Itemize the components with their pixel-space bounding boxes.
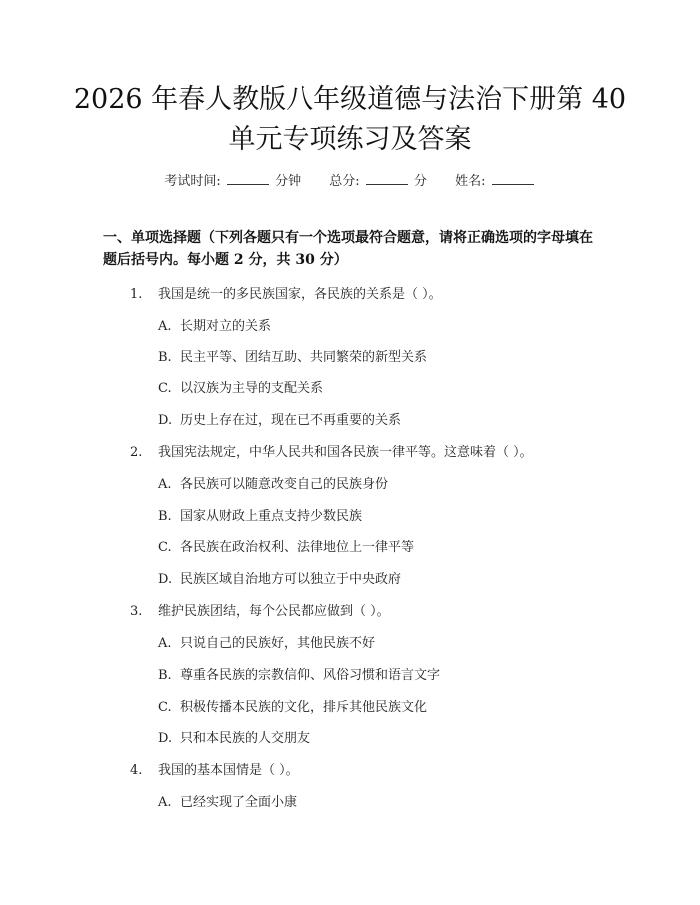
option-text: 民主平等、团结互助、共同繁荣的新型关系	[180, 350, 428, 365]
question-number: 3.	[130, 604, 143, 619]
total-score-blank	[366, 172, 408, 185]
option-text: 历史上存在过，现在已不再重要的关系	[180, 413, 402, 428]
option-letter: A.	[158, 795, 172, 810]
total-score-unit: 分	[413, 174, 427, 189]
option-letter: D.	[158, 413, 173, 428]
title-line-1: 2026 年春人教版八年级道德与法治下册第 40	[73, 84, 627, 115]
option-1c	[158, 377, 323, 396]
question-text: 我国的基本国情是（ ）。	[158, 763, 299, 778]
option-text: 只说自己的民族好，其他民族不好	[180, 636, 376, 651]
option-letter: C.	[158, 700, 172, 715]
exam-time-blank	[227, 172, 269, 185]
option-3b	[158, 664, 440, 683]
option-text: 民族区域自治地方可以独立于中央政府	[180, 572, 402, 587]
option-3a	[158, 632, 375, 651]
option-3c	[158, 696, 427, 715]
option-2a	[158, 473, 388, 492]
document-title	[40, 80, 660, 160]
question-number: 4.	[130, 763, 143, 778]
question-number: 2.	[130, 445, 143, 460]
option-1d	[158, 409, 401, 428]
option-text: 已经实现了全面小康	[180, 795, 298, 810]
exam-time-unit: 分钟	[275, 174, 302, 189]
exam-time-field	[164, 174, 305, 189]
option-text: 以汉族为主导的支配关系	[180, 381, 324, 396]
total-score-field	[329, 174, 431, 189]
question-text: 我国宪法规定，中华人民共和国各民族一律平等。这意味着（ ）。	[158, 445, 533, 460]
option-letter: C.	[158, 540, 172, 555]
option-letter: A.	[158, 319, 172, 334]
option-letter: B.	[158, 668, 172, 683]
option-text: 各民族在政治权利、法律地位上一律平等	[180, 540, 415, 555]
option-letter: D.	[158, 731, 173, 746]
exam-time-label: 考试时间:	[164, 174, 221, 189]
name-label: 姓名:	[455, 174, 486, 189]
total-score-label: 总分:	[329, 174, 360, 189]
option-letter: B.	[158, 350, 172, 365]
name-blank	[492, 172, 534, 185]
question-text: 维护民族团结，每个公民都应做到（ ）。	[158, 604, 390, 619]
option-letter: D.	[158, 572, 173, 587]
section-title: 一、单项选择题（下列各题只有一个选项最符合题意，请将正确选项的字母填在题后括号内。每小题 2 分，共 30 分）	[103, 230, 593, 268]
question-text: 我国是统一的多民族国家，各民族的关系是（ ）。	[158, 287, 442, 302]
option-1a	[158, 315, 271, 334]
question-3	[130, 600, 390, 619]
question-2	[130, 441, 533, 460]
option-text: 只和本民族的人交朋友	[180, 731, 311, 746]
option-text: 尊重各民族的宗教信仰、风俗习惯和语言文字	[180, 668, 441, 683]
question-4	[130, 759, 299, 778]
option-letter: C.	[158, 381, 172, 396]
title-line-2: 单元专项练习及答案	[228, 124, 472, 155]
option-2d	[158, 568, 401, 587]
option-text: 积极传播本民族的文化，排斥其他民族文化	[180, 700, 428, 715]
option-letter: B.	[158, 509, 172, 524]
question-1	[130, 283, 442, 302]
question-number: 1.	[130, 287, 143, 302]
option-1b	[158, 346, 427, 365]
option-text: 国家从财政上重点支持少数民族	[180, 509, 363, 524]
option-letter: A.	[158, 636, 172, 651]
option-3d	[158, 727, 310, 746]
option-text: 各民族可以随意改变自己的民族身份	[180, 477, 389, 492]
name-field	[455, 174, 536, 189]
option-2c	[158, 536, 414, 555]
option-4a	[158, 791, 297, 810]
option-text: 长期对立的关系	[180, 319, 272, 334]
option-2b	[158, 505, 362, 524]
exam-info-line	[0, 170, 700, 189]
option-letter: A.	[158, 477, 172, 492]
